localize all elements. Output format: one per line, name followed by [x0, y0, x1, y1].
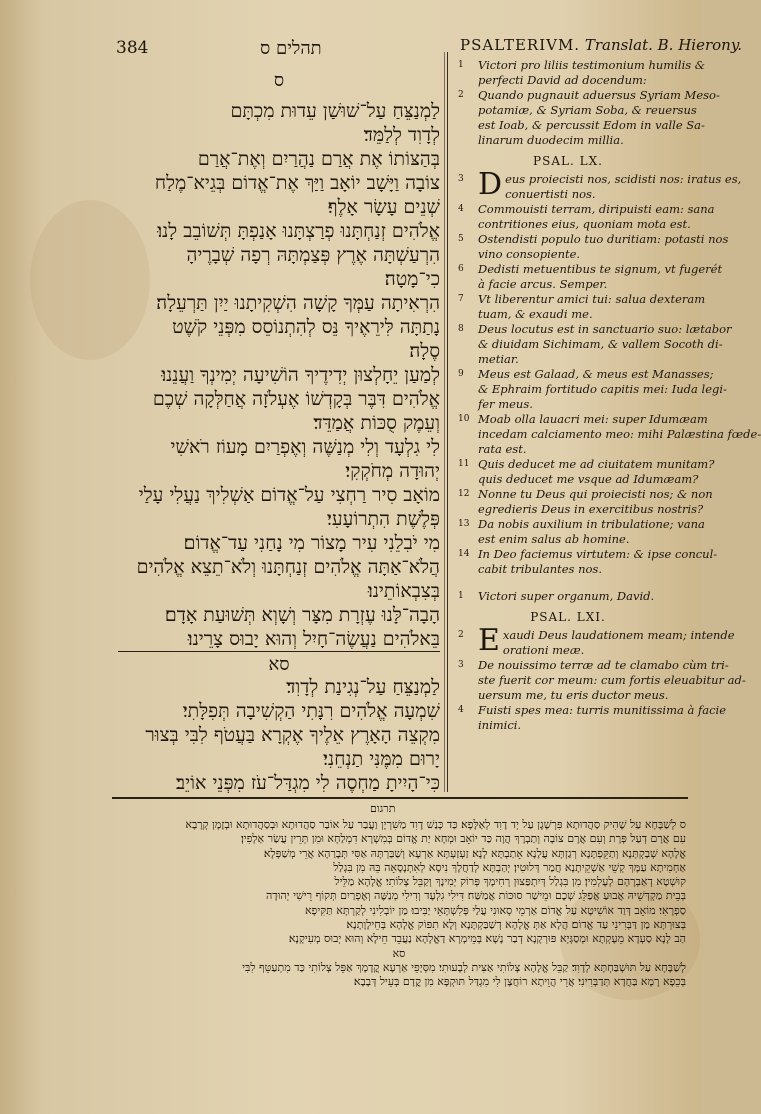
- latin-verse-text: metiar.: [478, 352, 519, 366]
- hebrew-verse-line: פְּלֶשֶׁת הִתְרוֹעָעִי׃: [326, 508, 440, 530]
- latin-verse-text: In Deo faciemus virtutem: & ipse concul-: [478, 547, 718, 561]
- verse-number: 9: [458, 369, 464, 379]
- latin-verse-line: [452, 442, 684, 457]
- hebrew-verse-line: כִּי־הָיִיתָ מַחְסֶה לִי מִגְדַּל־עֹז מִפְּנֵי אוֹיֵב׃: [176, 772, 440, 794]
- drop-cap: D: [478, 167, 503, 202]
- latin-verse-text: eus proiecisti nos, scidisti nos: iratus es,: [505, 172, 742, 186]
- latin-verse-line: [452, 517, 705, 532]
- latin-verse-text: ste fuerit cor meum: cum fortis eleuabitur ad-: [478, 673, 746, 687]
- latin-verse-line: [452, 118, 705, 133]
- latin-verse-text: Quando pugnauit aduersus Syriam Meso-: [478, 88, 720, 102]
- psalm-61-hebrew-text: [118, 675, 440, 795]
- verse-number: 2: [458, 90, 464, 100]
- latin-verse-line: [452, 427, 761, 442]
- latin-verse-line: [452, 367, 714, 382]
- verse-number: 7: [458, 294, 464, 304]
- targum-line: בְּכֵפָא רָמָא בַּחֲדָא תְּדַבְּרִינִי׃ אֲרֵי הֲוֵיתָא רוֹחֲצָן לִי מִגְדַּל תּוּקְפָּא מִן קֳדָם בְּעֵיל דְּבָבָא׃: [353, 975, 686, 989]
- psalm-61-heading: PSAL. LXI.: [530, 610, 606, 624]
- hebrew-verse-line: כִי־מָטָה׃: [384, 268, 440, 290]
- latin-verse-text: rata est.: [478, 442, 527, 456]
- hebrew-verse-line: סֶלָה׃: [409, 340, 440, 362]
- latin-verse-text: Meus est Galaad, & meus est Manasses;: [478, 367, 714, 381]
- hebrew-verse-line: וְעֵמֶק סֻכּוֹת אֲמַדֵּד׃: [313, 412, 440, 434]
- latin-verse-line: [452, 658, 729, 673]
- hebrew-verse-line: הִרְעַשְׁתָּה אֶרֶץ פְּצַמְתָּהּ רְפָה שְׁבָרֶיהָ: [186, 244, 440, 266]
- latin-column: [452, 58, 761, 733]
- hebrew-verse-line: לְדָוִד לְלַמֵּד׃: [363, 124, 440, 146]
- hebrew-verse-line: בְּהַצּוֹתוֹ אֶת אֲרַם נַהֲרַיִם וְאֶת־אֲרַם: [197, 148, 440, 170]
- latin-verse-line: [452, 292, 706, 307]
- verse-number: 3: [458, 174, 464, 184]
- latin-verse-line: [452, 247, 684, 262]
- latin-verse-text: uersum me, tu eris ductor meus.: [478, 688, 669, 702]
- targum-line: סַפְרָאִי׃ מוֹאָב דְּוַד אוֹשִׁיטָא עַל אֱדוֹם אַרְמֵי סְאוּנִי עֲלַי פְּלִשְׁתָּאֵי יַבִּיבוּ׃ מַן יוֹבְלִינִי לְקַרְתָּא תַּקִּיפָא: [304, 903, 686, 917]
- hebrew-verse-line: אֱלֹהִים זְנַחְתָּנוּ פְרַצְתָּנוּ אָנַפְתָּ תְּשׁוֹבֵב לָנוּ׃: [157, 220, 440, 242]
- latin-verse-text: cabit tribulantes nos.: [478, 562, 602, 576]
- latin-verse-line: [452, 277, 684, 292]
- latin-verse-line: [452, 103, 697, 118]
- latin-verse-text: à facie arcus. Semper.: [478, 277, 608, 291]
- latin-verse-line: [452, 262, 723, 277]
- targum-line: לְשַׁבָּחָא עַל תּוּשְׁבַּחְתָּא לְדָוִד׃ קַבֵּל אֱלָהָא צְלוֹתִי אַצִּית לְבָעוּתִי׃ מִסְּיָפֵי אַרְעָא קֳדָמָךְ אַפֵּל צְלוֹתִי כַּד מִתְעַטֵּף לִבִּי: [242, 960, 686, 974]
- latin-verse-text: incedam calciamento meo: mihi Palæstina fœde-: [478, 427, 761, 441]
- hebrew-verse-line: לִי גִלְעָד וְלִי מְנַשֶּׁה וְאֶפְרַיִם מָעוֹז רֹאשִׁי: [170, 436, 440, 458]
- targum-line: אַחְמִיתָא עַמָּךְ קְשֵׁי אַשְׁקֵיתָנָא חֲמַר דְּלוּטִין׃ יְהַבְתָּא לְדַחֲלָךְ נִיסָא לְאִתְנָסָאָה בֵּהּ מִן בִּגְלַל: [333, 860, 686, 874]
- hebrew-verse-line: לְמַעַן יֵחָלְצוּן יְדִידֶיךָ הוֹשִׁיעָה יְמִינְךָ וַעֲנֵנוּ׃: [161, 364, 440, 386]
- latin-verse-text: De nouissimo terræ ad te clamabo cùm tri-: [478, 658, 729, 672]
- hebrew-verse-line: יָרוּם מִמֶּנִּי תַנְחֵנִי׃: [323, 748, 440, 770]
- hebrew-verse-line: הָבָה־לָּנוּ עֶזְרָת מִצָּר וְשָׁוְא תְּשׁוּעַת אָדָם׃: [164, 604, 440, 626]
- latin-verse-line: [452, 718, 684, 733]
- latin-verse-text: contritiones eius, quoniam mota est.: [478, 217, 691, 231]
- latin-verse-text: conuertisti nos.: [505, 187, 596, 201]
- latin-verse-text: Moab olla lauacri mei: super Idumæam: [478, 412, 708, 426]
- targum-line: קוּשְׁטָא דְאַבְרָהָם לְעָלְמִין׃ מִן בִּגְלַל דְּיִתְפַּצוּן רְחִימָךְ פְּרוֹק יְמִינָךְ וְקַבֵּל צְלוֹתִי׃ אֱלָהָא מַלֵּיל: [334, 875, 686, 889]
- latin-verse-text: Quis deducet me ad ciuitatem munitam?: [478, 457, 715, 471]
- hebrew-verse-line: מוֹאָב סִיר רַחְצִי עַל־אֱדוֹם אַשְׁלִיךְ נַעֲלִי עָלַי: [138, 484, 440, 506]
- verse-number: 4: [458, 705, 464, 715]
- verse-number: 1: [458, 60, 464, 70]
- latin-verse-line: [452, 562, 684, 577]
- latin-verse-text: xaudi Deus laudationem meam; intende: [502, 628, 735, 642]
- latin-verse-line: [452, 502, 704, 517]
- verse-number: 6: [458, 264, 464, 274]
- latin-verse-text: Fuisti spes mea: turris munitissima à facie: [478, 703, 727, 717]
- hebrew-verse-line: לַמְנַצֵּחַ עַל־שׁוּשַׁן עֵדוּת מִכְתָּם: [230, 100, 440, 122]
- latin-verse-line: [452, 547, 718, 562]
- latin-running-head: [460, 36, 742, 54]
- hebrew-verse-line: שִׁמְעָה אֱלֹהִים רִנָּתִי הַקְשִׁיבָה תְּפִלָּתִי׃: [182, 700, 440, 722]
- latin-verse-text: Victori pro liliis testimonium humilis &: [478, 58, 706, 72]
- latin-verse-line: [452, 88, 720, 103]
- latin-verse-text: linarum duodecim millia.: [478, 133, 624, 147]
- hebrew-verse-line: נָתַתָּה לִּירֵאֶיךָ נֵּס לְהִתְנוֹסֵס מִפְּנֵי קֹשֶׁט: [172, 316, 440, 338]
- verse-number: 1: [458, 591, 464, 601]
- latin-verse-line: [452, 217, 691, 232]
- verse-number: 3: [458, 660, 464, 670]
- latin-verse-text: vino consopiente.: [478, 247, 581, 261]
- latin-verse-line: [452, 187, 684, 202]
- hebrew-verse-line: שְׁנֵים עָשָׂר אָלֶף׃: [327, 196, 440, 218]
- column-rule: [447, 52, 448, 792]
- verse-number: 11: [458, 459, 470, 469]
- targum-line: עִם אֲרָם דְעַל פְּרָת וְעִם אֲרָם צוֹבָה וְתַבְרָךְ הֲוָה כַּד יוֹאָב וּמְחָא יַת אֱדוֹם בְּמִשְׁרָא דִמְלַחָא וּמִן תְּרֵין עֲשַׂר אַלְפִין׃: [240, 832, 686, 846]
- latin-verse-line: [452, 688, 684, 703]
- latin-verse-line: [452, 382, 727, 397]
- hebrew-verse-line: מִי יֹבִלֵנִי עִיר מָצוֹר מִי נָחַנִי עַד־אֱדוֹם׃: [183, 532, 440, 554]
- latin-verse-text: Commouisti terram, diripuisti eam: sana: [478, 202, 715, 216]
- verse-number: 13: [458, 519, 470, 529]
- hebrew-verse-line: בְּצִבְאוֹתֵינוּ׃: [367, 580, 440, 602]
- targum-line: בְּצוּרְתָּא מַן דַּבְּרִינִי עַד אֱדוֹם׃ הֲלָא אַתְּ אֱלָהָא דְשַׁבַּקְתָּנָא וְלָא תִפּוֹק אֱלָהָא בְּחֵילָוָתָנָא׃: [346, 918, 686, 932]
- latin-verse-text: est enim salus ab homine.: [478, 532, 630, 546]
- page-number: 384: [116, 38, 149, 58]
- latin-verse-line: [452, 532, 684, 547]
- latin-verse-line: [452, 307, 684, 322]
- hebrew-running-head: תהלים ס: [260, 38, 322, 59]
- latin-verse-text: & Ephraim fortitudo capitis mei: Iuda legi-: [478, 382, 727, 396]
- latin-verse-text: Dedisti metuentibus te signum, vt fugerét: [478, 262, 723, 276]
- targum-line: הַב לָנָא סַעְדָא מֵעָקְתָא וּמְסַגְּיָא פּוּרְקָנָא דְבַר נָשָׁא׃ בְּמֵימְרָא דַאֱלָהָא נַעֲבֵד חֵילָא וְהוּא יְבוּס מְעִיקָנָא׃: [288, 932, 686, 946]
- latin-verse-text: Da nobis auxilium in tribulatione; vana: [478, 517, 705, 531]
- verse-number: 12: [458, 489, 470, 499]
- latin-verse-text: est Ioab, & percussit Edom in valle Sa-: [478, 118, 705, 132]
- targum-line: סא: [392, 946, 406, 960]
- hebrew-verse-line: צוֹבָה וַיָּשָׁב יוֹאָב וַיַּךְ אֶת־אֱדוֹם בְּגֵיא־מֶלַח: [154, 172, 440, 194]
- latin-verse-line: [452, 133, 684, 148]
- psalm-60-heading: PSAL. LX.: [533, 154, 603, 168]
- latin-verse-line: [452, 703, 727, 718]
- psalm-61-number: סא: [268, 654, 290, 675]
- targum-line: ס לְשַׁבָּחָא עַל שָׁהִיק סַהֲדוּתָא פִּרְשָׁגֶן עַל יְד דָוִד לְאַלָּפָא׃ כַּד כְּנַשׁ דָוִד מַשִׁרְיָן וַעֲבַר עַל אוֹבַר סַהֲדוּתָא וּבְסַהֲדוּתָא וּבְזָמָן קְרָבָא: [185, 818, 686, 831]
- latin-verse-text: tuam, & exaudi me.: [478, 307, 593, 321]
- verse-number: 5: [458, 234, 464, 244]
- latin-verse-line: [452, 589, 684, 604]
- psalm-60-latin-text: [452, 167, 761, 577]
- latin-verse-line: [452, 202, 715, 217]
- verse-number: 10: [458, 414, 470, 424]
- psalm-61-latin-text: [452, 623, 746, 733]
- latin-verse-line: [452, 232, 729, 247]
- latin-verse-line: [452, 352, 684, 367]
- latin-verse-line: [452, 397, 684, 412]
- latin-verse-text: Ostendisti populo tuo duritiam: potasti nos: [478, 232, 729, 246]
- targum-text: [112, 818, 686, 990]
- drop-cap: E: [478, 623, 500, 658]
- latin-verse-line: [452, 673, 746, 688]
- psalm-60-hebrew-text: [118, 99, 440, 652]
- latin-verse-text: & diuidam Sichimam, & vallem Socoth di-: [478, 337, 723, 351]
- latin-running-head-caps: PSALTERIVM.: [460, 36, 581, 54]
- latin-verse-line: [452, 337, 723, 352]
- latin-verse-text: potamiæ, & Syriam Soba, & reuersus: [478, 103, 697, 117]
- latin-verse-text: Victori super organum, David.: [478, 589, 655, 603]
- hebrew-verse-line: מִקְצֵה הָאָרֶץ אֵלֶיךָ אֶקְרָא בַּעֲטֹף לִבִּי בְּצוּר: [145, 724, 440, 746]
- latin-verse-line: [452, 643, 684, 658]
- latin-verse-text: Deus locutus est in sanctuario suo: lætabor: [478, 322, 732, 336]
- verse-number: 2: [458, 630, 464, 640]
- hebrew-verse-line: לַמְנַצֵּחַ עַל־נְגִינַת לְדָוִד׃: [286, 676, 440, 698]
- hebrew-verse-line: אֱלֹהִים דִּבֶּר בְּקָדְשׁוֹ אֶעְלֹזָה אֲחַלְּקָה שְׁכֶם: [152, 388, 440, 410]
- hebrew-verse-line: יְהוּדָה מְחֹקְקִי׃: [345, 460, 440, 482]
- latin-verse-line: [452, 457, 715, 472]
- latin-verse-line: [452, 58, 706, 73]
- latin-verse-text: Vt liberentur amici tui: salua dexteram: [478, 292, 706, 306]
- latin-verse-line: [452, 73, 684, 88]
- hebrew-column: [118, 62, 440, 795]
- psalm-61-title-latin: [452, 589, 684, 604]
- psalm-60-title-latin: [452, 58, 720, 148]
- latin-verse-text: egredieris Deus in exercitibus nostris?: [478, 502, 704, 516]
- hebrew-verse-line: הִרְאִיתָה עַמְּךָ קָשָׁה הִשְׁקִיתָנוּ יַיִן תַּרְעֵלָה׃: [156, 292, 440, 314]
- latin-verse-line: [452, 472, 699, 487]
- column-rule: [444, 52, 445, 792]
- hebrew-verse-line: בֵּאלֹהִים נַעֲשֶׂה־חָיִל וְהוּא יָבוּס צָרֵינוּ׃: [118, 627, 440, 652]
- verse-number: 14: [458, 549, 470, 559]
- latin-verse-text: Nonne tu Deus qui proiecisti nos; & non: [478, 487, 713, 501]
- verse-number: 4: [458, 204, 464, 214]
- targum-line: בְּבֵית מַקְדְּשֵׁיהּ אֲבוּעַ אֲפַלֵּג שְׁכֶם וּמֵישַׁר סוּכּוֹת אֲמַשַּׁח׃ דִּילִי גִלְעָד וְדִילִי מְנַשֶּׁה וְאֶפְרַיִם תְּקוֹף רֵישִׁי יְהוּדָה: [265, 889, 686, 903]
- latin-running-head-rest: Translat. B. Hierony.: [584, 36, 743, 54]
- latin-verse-text: perfecti David ad docendum:: [478, 73, 647, 87]
- latin-verse-text: inimici.: [478, 718, 522, 732]
- latin-verse-line: [452, 322, 732, 337]
- latin-verse-text: orationi meæ.: [502, 643, 585, 657]
- latin-verse-text: fer meus.: [478, 397, 533, 411]
- verse-number: 8: [458, 324, 464, 334]
- psalm-60-number: ס: [273, 70, 285, 91]
- latin-verse-line: [452, 412, 708, 427]
- targum-line: אֱלָהָא שְׁבַקְתָּנָא וְתַקֵּפְתָּנָא רְגַזְתָּא עֲלָנָא אָתַבְתָּא לָנָא׃ זַעְזַעְתָּא אַרְעָא וְשַׁבַּרְתָּהּ אַסִּי תְּבָרַהָא אֲרֵי מְשַׁפְּלָא׃: [263, 846, 686, 860]
- targum-rule: [112, 797, 688, 799]
- targum-title: תרגום: [370, 802, 396, 815]
- latin-verse-text: quis deducet me vsque ad Idumæam?: [478, 472, 699, 486]
- hebrew-verse-line: הֲלֹא־אַתָּה אֱלֹהִים זְנַחְתָּנוּ וְלֹא־תֵצֵא אֱלֹהִים: [136, 556, 440, 578]
- latin-verse-line: [452, 487, 713, 502]
